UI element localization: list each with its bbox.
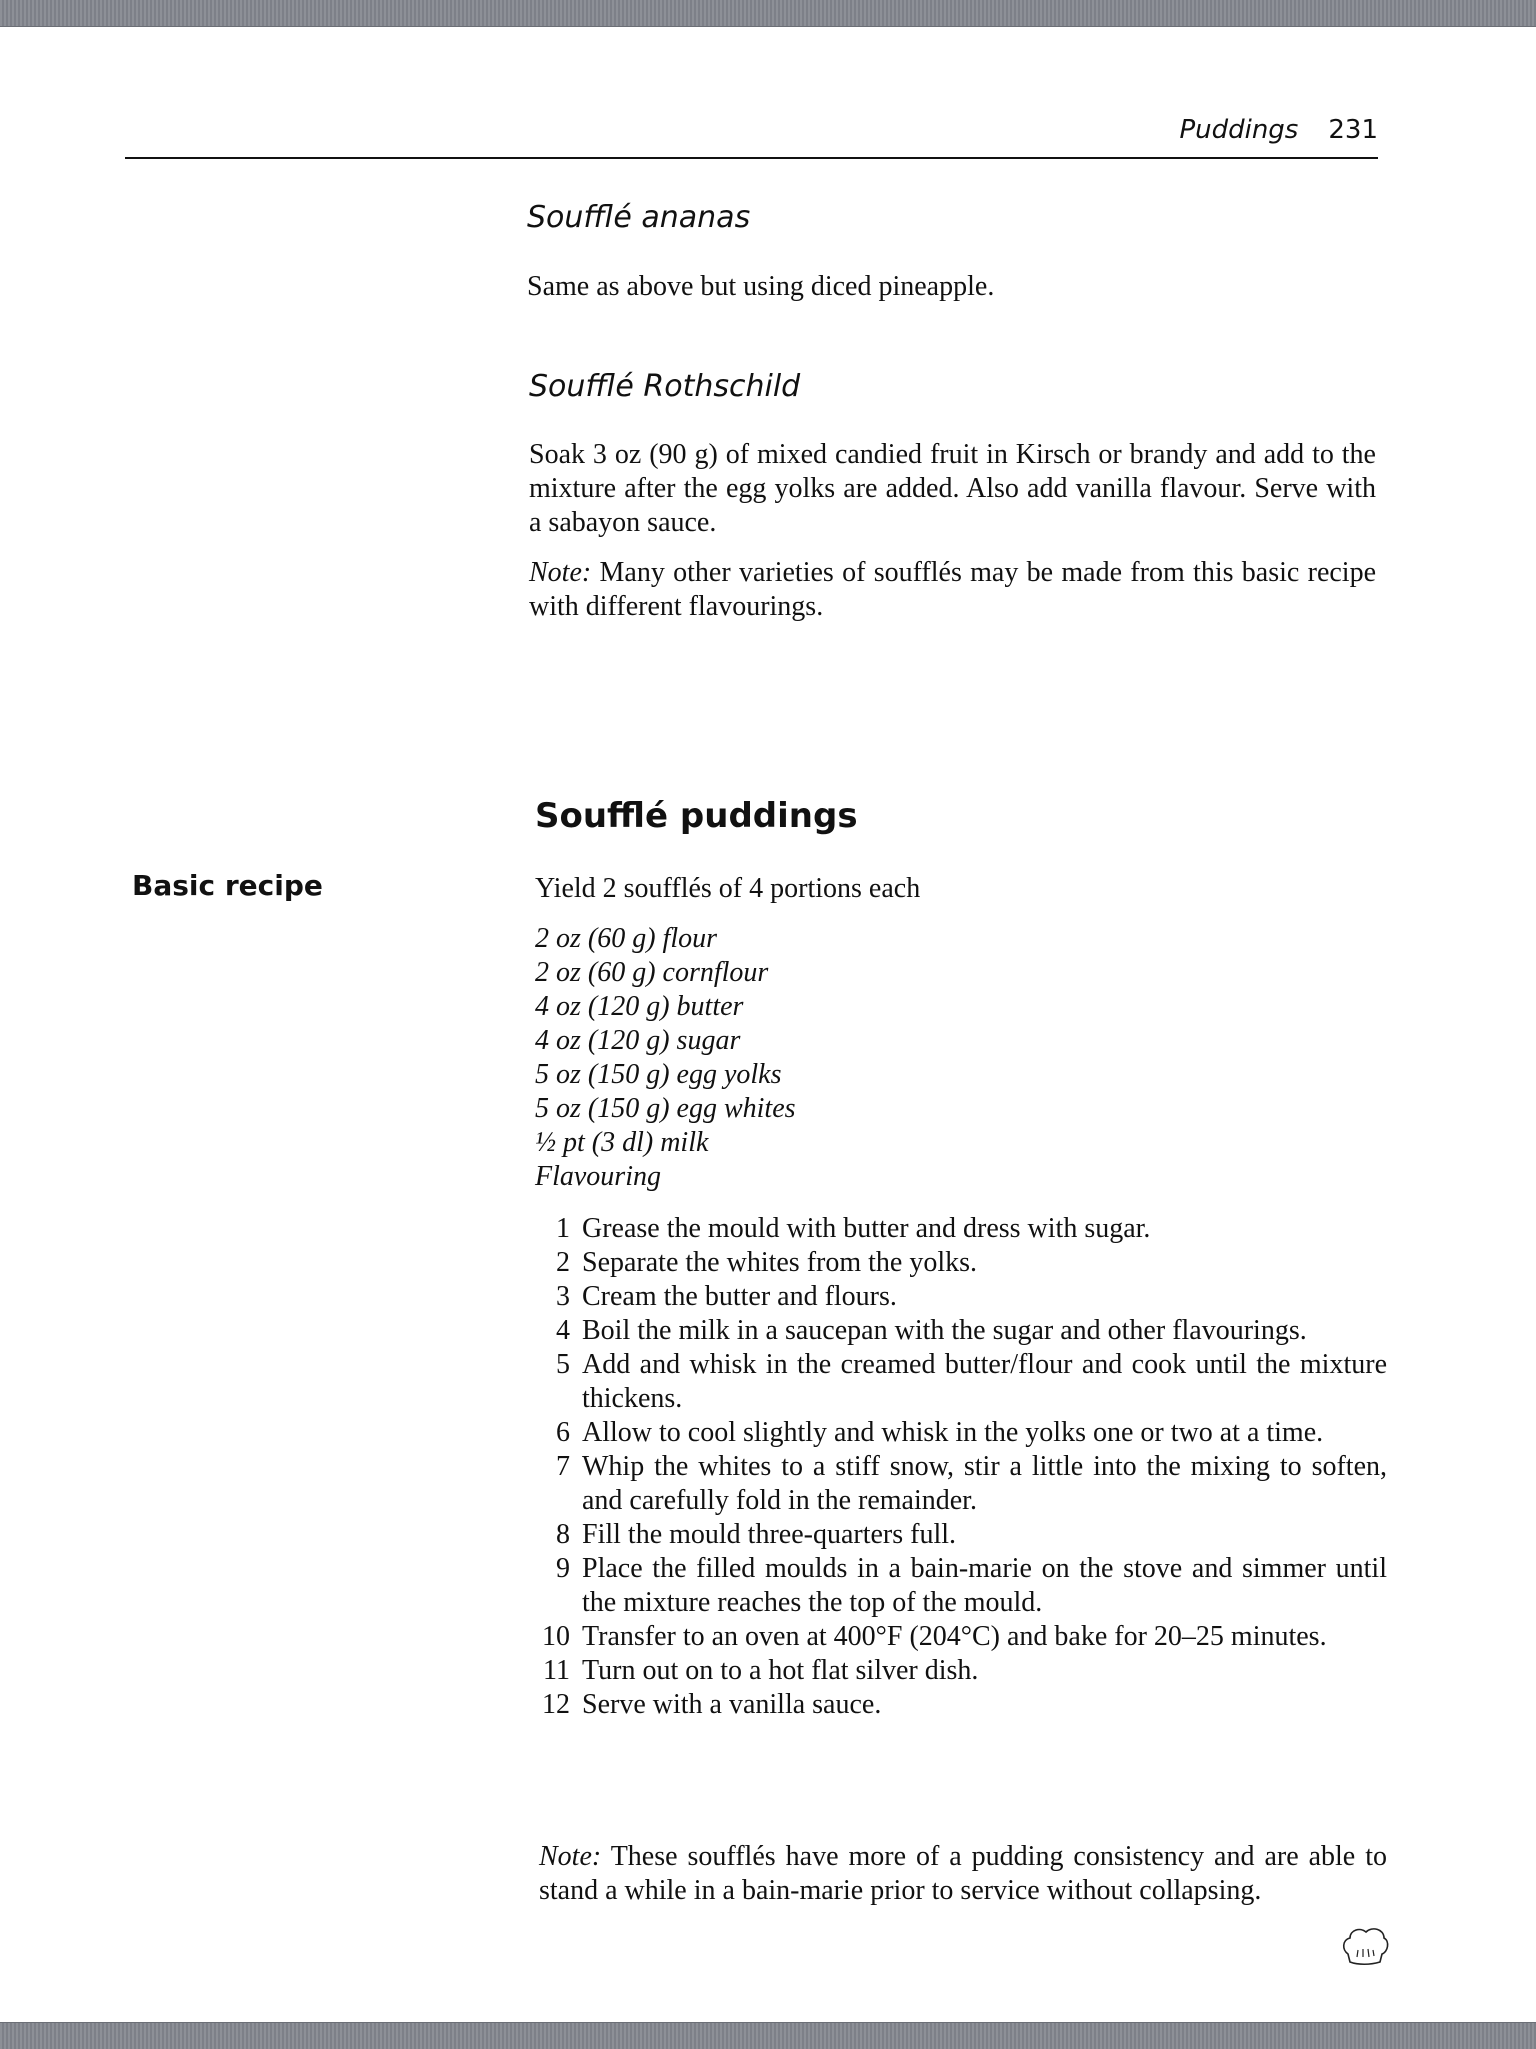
method-step bbox=[536, 1416, 1387, 1450]
page-number: 231 bbox=[1328, 115, 1378, 145]
step-text: Grease the mould with butter and dress with sugar. bbox=[582, 1213, 1151, 1244]
step-number: 7 bbox=[556, 1451, 570, 1482]
method-step bbox=[536, 1620, 1387, 1654]
ingredient-item: 2 oz (60 g) cornflour bbox=[535, 957, 769, 988]
step-text: Fill the mould three-quarters full. bbox=[582, 1519, 957, 1550]
section-souffle-puddings bbox=[535, 794, 1395, 838]
chef-hat-svg bbox=[1340, 1924, 1390, 1968]
step-number: 5 bbox=[556, 1349, 570, 1380]
souffle-ananas-title: Soufflé ananas bbox=[527, 200, 751, 235]
chef-hat-icon bbox=[1340, 1924, 1390, 1968]
basic-recipe-label: Basic recipe bbox=[132, 869, 323, 902]
method-step bbox=[536, 1688, 1387, 1722]
bottom-frame-bar bbox=[0, 2022, 1536, 2049]
ingredients-list bbox=[535, 922, 1235, 1194]
top-frame-bar bbox=[0, 0, 1536, 27]
step-text: Add and whisk in the creamed butter/flour and cook until the mixture thickens. bbox=[582, 1349, 1387, 1414]
ingredient-item: 4 oz (120 g) sugar bbox=[535, 1025, 741, 1056]
method-block bbox=[536, 1212, 1387, 1722]
note-label: Note: bbox=[529, 557, 592, 588]
step-number: 2 bbox=[556, 1247, 570, 1278]
step-number: 3 bbox=[556, 1281, 570, 1312]
method-step bbox=[536, 1212, 1387, 1246]
step-number: 1 bbox=[556, 1213, 570, 1244]
method-step bbox=[536, 1348, 1387, 1416]
ingredient-item: 5 oz (150 g) egg yolks bbox=[535, 1059, 782, 1090]
souffle-puddings-title: Soufflé puddings bbox=[535, 796, 858, 836]
yield-line bbox=[535, 872, 1395, 906]
note-body: These soufflés have more of a pudding consistency and are able to stand a while in a bain-marie prior to service without collapsing. bbox=[539, 1841, 1387, 1906]
running-head-section: Puddings bbox=[1179, 115, 1299, 145]
souffle-ananas-body bbox=[527, 270, 1387, 304]
step-text: Whip the whites to a stiff snow, stir a little into the mixing to soften, and carefully fold in the remainder. bbox=[582, 1451, 1387, 1516]
ingredient-item: 4 oz (120 g) butter bbox=[535, 991, 744, 1022]
method-step bbox=[536, 1518, 1387, 1552]
ingredients-block bbox=[535, 922, 1235, 1194]
step-text: Separate the whites from the yolks. bbox=[582, 1247, 978, 1278]
step-number: 4 bbox=[556, 1315, 570, 1346]
step-text: Allow to cool slightly and whisk in the yolks one or two at a time. bbox=[582, 1417, 1324, 1448]
step-number: 10 bbox=[542, 1621, 570, 1652]
step-text: Cream the butter and flours. bbox=[582, 1281, 897, 1312]
step-text: Turn out on to a hot flat silver dish. bbox=[582, 1655, 979, 1686]
method-step bbox=[536, 1314, 1387, 1348]
souffle-ananas-text: Same as above but using diced pineapple. bbox=[527, 271, 995, 302]
souffle-rothschild-note bbox=[529, 556, 1376, 624]
section-souffle-rothschild bbox=[529, 367, 1389, 407]
step-number: 11 bbox=[543, 1655, 570, 1686]
souffle-puddings-note bbox=[539, 1840, 1387, 1908]
souffle-rothschild-title: Soufflé Rothschild bbox=[529, 369, 801, 404]
step-text: Boil the milk in a saucepan with the sugar and other flavourings. bbox=[582, 1315, 1307, 1346]
ingredient-item: 2 oz (60 g) flour bbox=[535, 923, 717, 954]
ingredient-item: 5 oz (150 g) egg whites bbox=[535, 1093, 796, 1124]
step-number: 6 bbox=[556, 1417, 570, 1448]
yield-text: Yield 2 soufflés of 4 portions each bbox=[535, 873, 921, 904]
method-step bbox=[536, 1654, 1387, 1688]
souffle-rothschild-text: Soak 3 oz (90 g) of mixed candied fruit in Kirsch or brandy and add to the mixture after the egg yolks are added. Also add vanilla flavour. Serve with a sabayon sauce. bbox=[529, 439, 1376, 538]
step-text: Serve with a vanilla sauce. bbox=[582, 1689, 882, 1720]
souffle-rothschild-body bbox=[529, 438, 1376, 540]
souffle-puddings-note-text bbox=[539, 1840, 1387, 1908]
running-head bbox=[1060, 110, 1378, 150]
ingredient-item: ½ pt (3 dl) milk bbox=[535, 1127, 709, 1158]
step-text: Transfer to an oven at 400°F (204°C) and bake for 20–25 minutes. bbox=[582, 1621, 1327, 1652]
method-list bbox=[536, 1212, 1387, 1722]
step-number: 12 bbox=[542, 1689, 570, 1720]
step-number: 8 bbox=[556, 1519, 570, 1550]
note-label: Note: bbox=[539, 1841, 602, 1872]
step-number: 9 bbox=[556, 1553, 570, 1584]
section-souffle-ananas bbox=[527, 198, 1387, 238]
souffle-rothschild-note-text bbox=[529, 556, 1376, 624]
method-step bbox=[536, 1280, 1387, 1314]
note-body: Many other varieties of soufflés may be made from this basic recipe with different flavourings. bbox=[529, 557, 1376, 622]
method-step bbox=[536, 1450, 1387, 1518]
ingredient-item: Flavouring bbox=[535, 1161, 661, 1192]
method-step bbox=[536, 1246, 1387, 1280]
method-step bbox=[536, 1552, 1387, 1620]
step-text: Place the filled moulds in a bain-marie on the stove and simmer until the mixture reaches the top of the mould. bbox=[582, 1553, 1387, 1618]
header-rule bbox=[125, 157, 1378, 159]
